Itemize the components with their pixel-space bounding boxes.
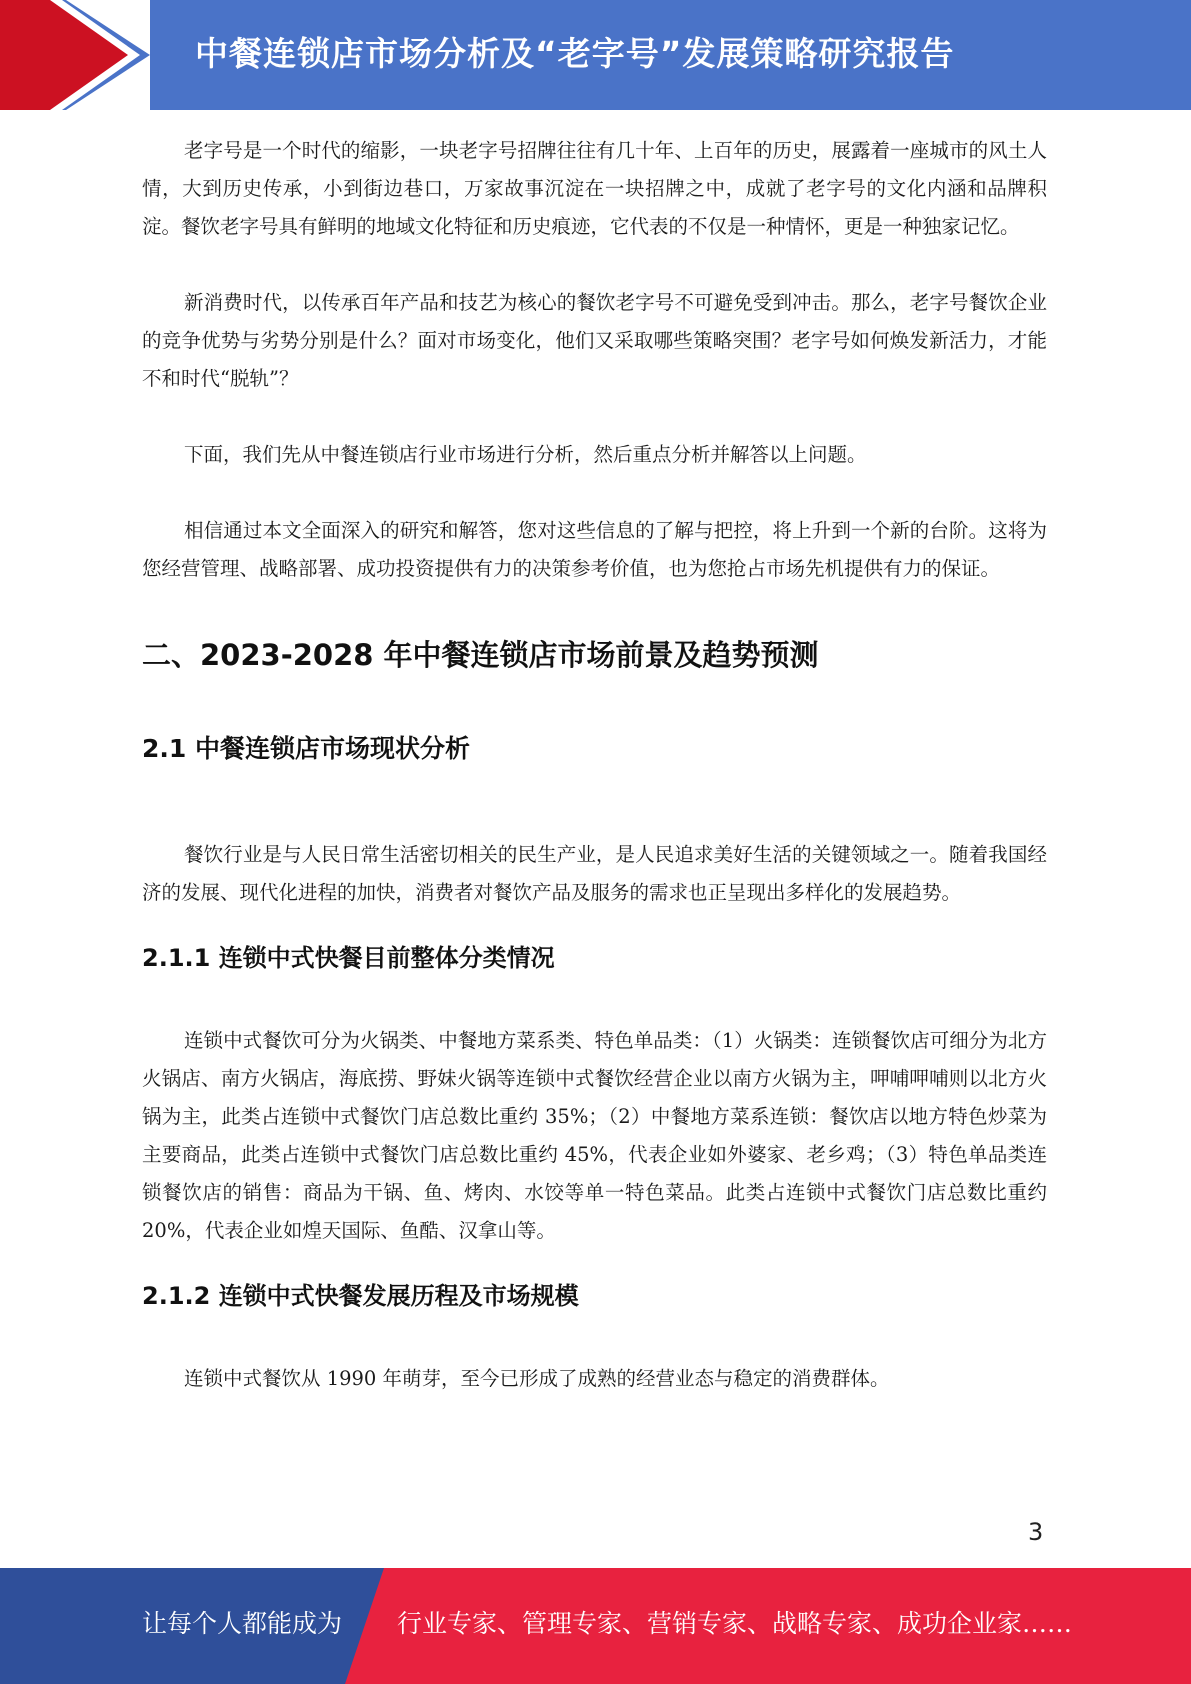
subsection-paragraph: 餐饮行业是与人民日常生活密切相关的民生产业，是人民追求美好生活的关键领域之一。随着我国经济的发展、现代化进程的加快，消费者对餐饮产品及服务的需求也正呈现出多样化的发展趋势。 <box>142 843 1047 904</box>
subsubsection-heading: 2.1.1 连锁中式快餐目前整体分类情况 <box>142 944 555 972</box>
intro-paragraph: 相信通过本文全面深入的研究和解答，您对这些信息的了解与把控，将上升到一个新的台阶。这将为您经营管理、战略部署、成功投资提供有力的决策参考价值，也为您抢占市场先机提供有力的保证。 <box>142 519 1047 580</box>
intro-paragraph: 下面，我们先从中餐连锁店行业市场进行分析，然后重点分析并解答以上问题。 <box>184 443 867 466</box>
page-number: 3 <box>1028 1518 1044 1546</box>
page-footer <box>0 1568 1191 1684</box>
page-content <box>142 132 1047 1398</box>
footer-slogan-left: 让每个人都能成为 <box>142 1609 343 1638</box>
page-header <box>0 0 1191 110</box>
intro-paragraph: 老字号是一个时代的缩影，一块老字号招牌往往有几十年、上百年的历史，展露着一座城市的风土人情，大到历史传承，小到街边巷口，万家故事沉淀在一块招牌之中，成就了老字号的文化内涵和品牌积淀。餐饮老字号具有鲜明的地域文化特征和历史痕迹，它代表的不仅是一种情怀，更是一种独家记忆。 <box>142 139 1047 238</box>
subsection-heading: 2.1 中餐连锁店市场现状分析 <box>142 734 470 763</box>
subsubsection-heading: 2.1.2 连锁中式快餐发展历程及市场规模 <box>142 1282 579 1310</box>
report-title: 中餐连锁店市场分析及“老字号”发展策略研究报告 <box>195 34 955 73</box>
footer-slogan-right: 行业专家、管理专家、营销专家、战略专家、成功企业家…… <box>397 1609 1073 1638</box>
intro-paragraph: 新消费时代，以传承百年产品和技艺为核心的餐饮老字号不可避免受到冲击。那么，老字号餐饮企业的竞争优势与劣势分别是什么？面对市场变化，他们又采取哪些策略突围？老字号如何焕发新活力，才能不和时代“脱轨”？ <box>142 291 1047 390</box>
header-arrow-decoration <box>0 0 150 110</box>
section-heading: 二、2023-2028 年中餐连锁店市场前景及趋势预测 <box>142 638 819 672</box>
subsubsection-paragraph: 连锁中式餐饮可分为火锅类、中餐地方菜系类、特色单品类：（1）火锅类：连锁餐饮店可细分为北方火锅店、南方火锅店，海底捞、野妹火锅等连锁中式餐饮经营企业以南方火锅为主，呷哺呷哺则以北方火锅为主，此类占连锁中式餐饮门店总数比重约 35%；（2）中餐地方菜系连锁：餐饮店以地方特色炒菜为主要商品，此类占连锁中式餐饮门店总数比重约 45%，代表企业如外婆家、老乡鸡；（3）特色单品类连锁餐饮店的销售：商品为干锅、鱼、烤肉、水饺等单一特色菜品。此类占连锁中式餐饮门店总数比重约 20%，代表企业如煌天国际、鱼酷、汉拿山等。 <box>142 1029 1047 1242</box>
subsubsection-paragraph: 连锁中式餐饮从 1990 年萌芽，至今已形成了成熟的经营业态与稳定的消费群体。 <box>184 1367 890 1390</box>
